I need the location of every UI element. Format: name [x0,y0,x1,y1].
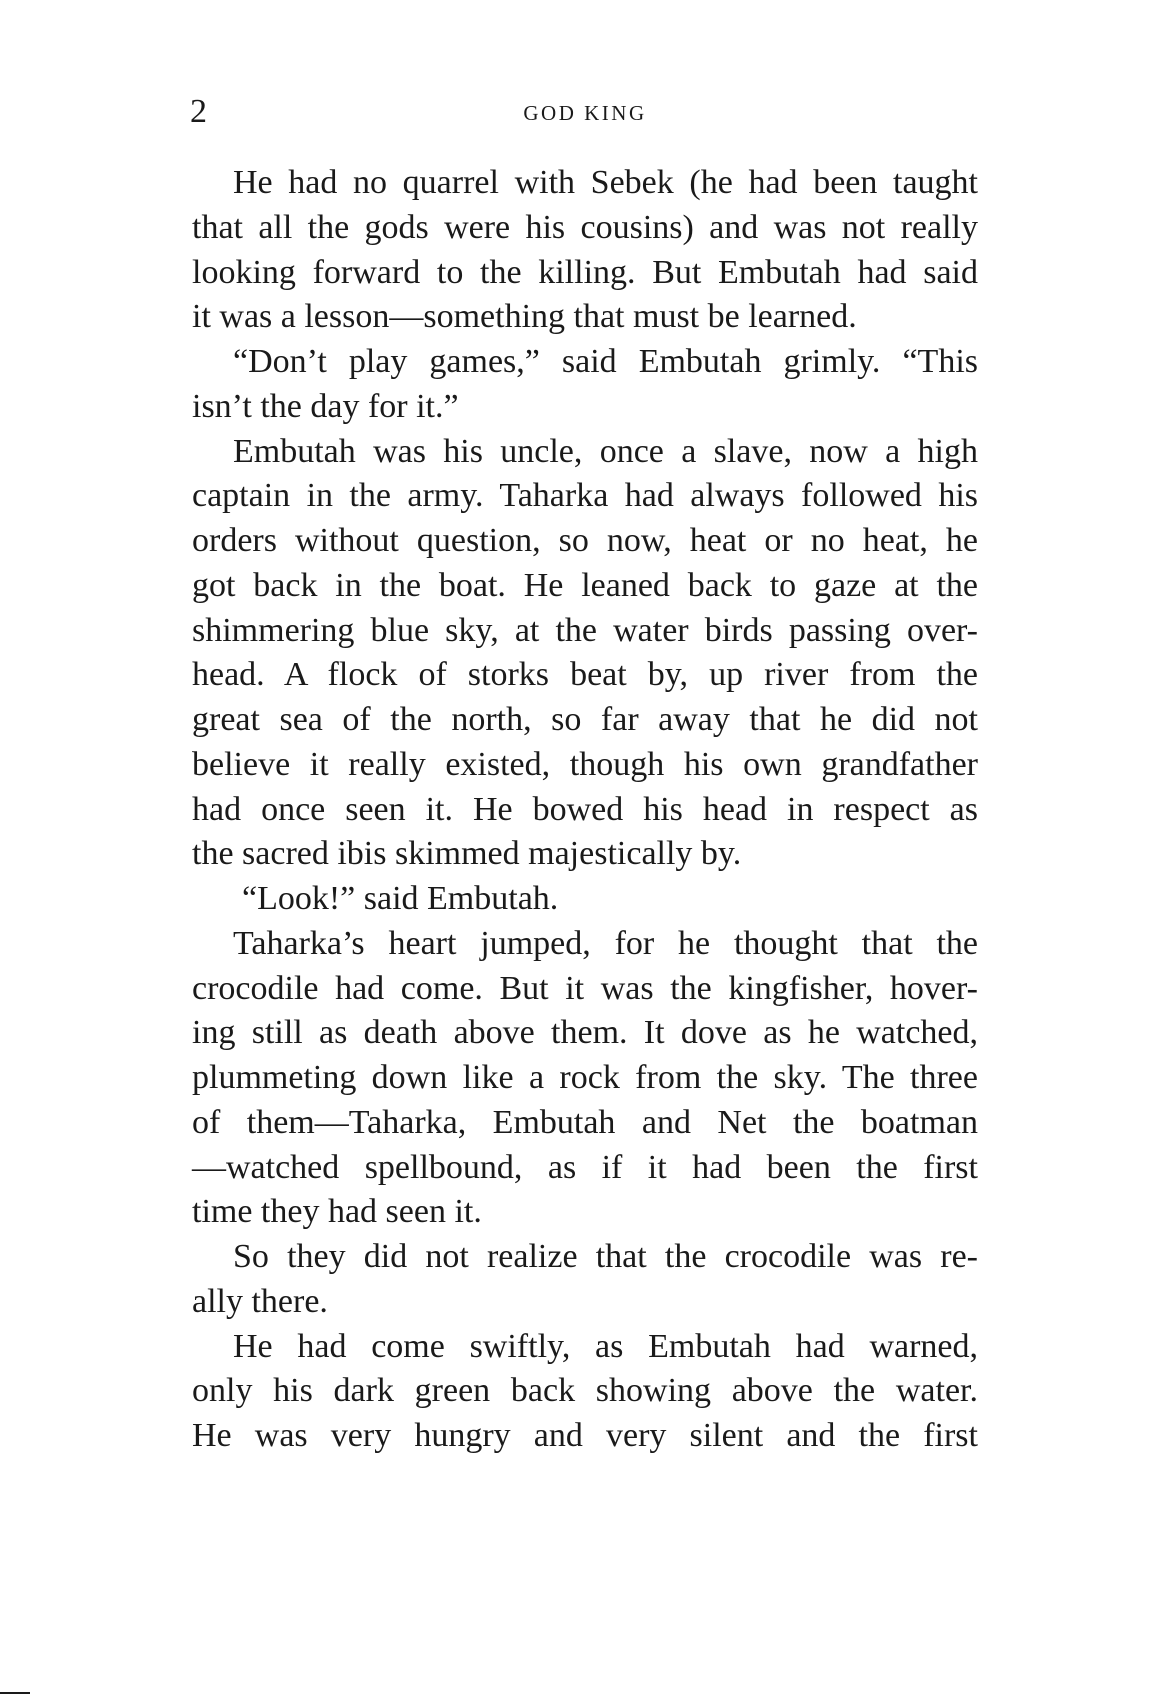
text-line: time they had seen it. [192,1193,482,1231]
text-line: “Look!” said Embutah. [242,880,559,917]
text-line: plummeting down like a rock from the sky. The three [192,1059,978,1096]
text-line: it was a lesson—something that must be learned. [192,298,857,336]
text-line: crocodile had come. But it was the kingfisher, hover- [192,969,978,1007]
text-line: ing still as death above them. It dove as he watched, [192,1014,978,1052]
text-line: Taharka’s heart jumped, for he thought that the [233,924,978,962]
page-edge-rule [0,1692,30,1694]
text-line: believe it really existed, though his own grandfather [192,745,978,783]
text-line: Embutah was his uncle, once a slave, now a high [233,432,978,470]
text-line: isn’t the day for it.” [192,387,459,425]
text-line: —watched spellbound, as if it had been the first [192,1148,978,1186]
text-line: He was very hungry and very silent and the first [192,1417,978,1454]
text-line: of them—Taharka, Embutah and Net the boatman [192,1103,978,1141]
page-number: 2 [190,93,207,130]
text-line: the sacred ibis skimmed majestically by. [192,835,742,873]
text-line: great sea of the north, so far away that he did not [192,701,978,738]
text-line: shimmering blue sky, at the water birds passing over- [192,611,978,649]
text-line: So they did not realize that the crocodile was re- [233,1238,978,1275]
running-head [190,92,980,132]
text-line: orders without question, so now, heat or no heat, he [192,522,978,559]
text-line: captain in the army. Taharka had always followed his [192,477,978,515]
text-line: ally there. [192,1282,328,1320]
book-title: GOD KING [523,101,647,125]
text-line: that all the gods were his cousins) and was not really [192,208,978,246]
text-line: He had no quarrel with Sebek (he had been taught [233,164,978,201]
body-text [192,161,978,1459]
text-line: “Don’t play games,” said Embutah grimly. “This [233,343,978,380]
text-line: looking forward to the killing. But Embutah had said [192,253,978,291]
text-line: He had come swiftly, as Embutah had warned, [233,1327,978,1365]
text-line: had once seen it. He bowed his head in respect as [192,790,978,828]
text-line: only his dark green back showing above the water. [192,1372,978,1410]
text-line: got back in the boat. He leaned back to gaze at the [192,566,978,604]
text-line: head. A flock of storks beat by, up river from the [192,656,978,694]
